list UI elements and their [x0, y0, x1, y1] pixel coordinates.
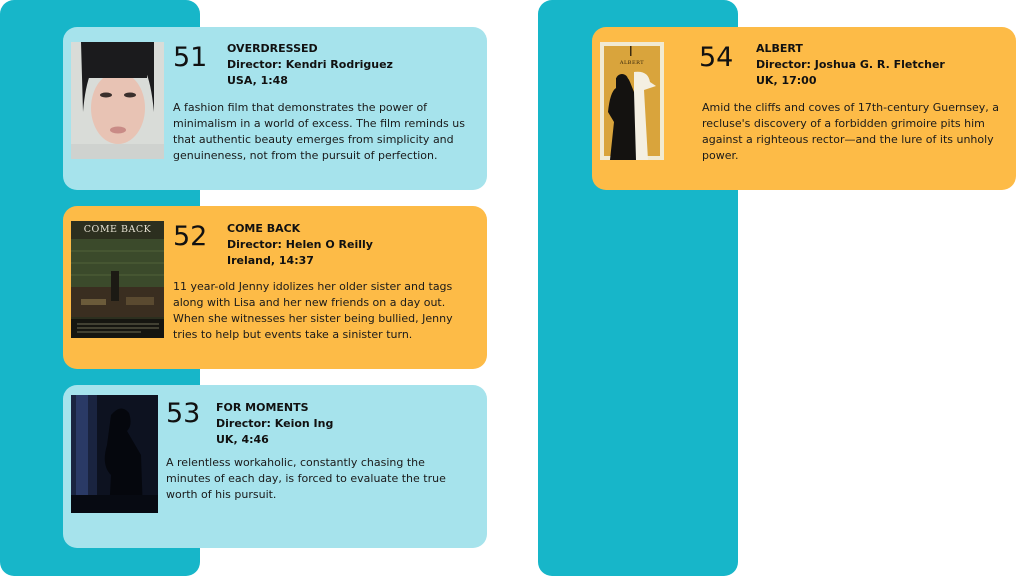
film-poster-come-back [71, 221, 164, 338]
film-country-runtime: UK, 17:00 [756, 74, 817, 87]
film-meta [227, 41, 393, 89]
film-meta [227, 221, 373, 269]
film-country-runtime: Ireland, 14:37 [227, 254, 314, 267]
film-poster-for-moments [71, 395, 158, 513]
film-title: ALBERT [756, 42, 803, 55]
film-poster-overdressed [71, 42, 164, 159]
film-card-51[interactable] [63, 27, 487, 190]
film-meta [756, 41, 945, 89]
film-description: A relentless workaholic, constantly chasing the minutes of each day, is forced to evaluate the true worth of his pursuit. [166, 456, 446, 501]
poster-title-text: COME BACK [83, 224, 152, 235]
film-card-52[interactable] [63, 206, 487, 369]
film-number: 51 [173, 42, 208, 73]
poster-title-text: ALBERT [619, 60, 645, 66]
film-director: Director: Keion Ing [216, 417, 334, 430]
film-description: Amid the cliffs and coves of 17th-century Guernsey, a recluse's discovery of a forbidden grimoire pits him against a righteous rector—and the lure of its unholy power. [702, 101, 1000, 162]
film-director: Director: Kendri Rodriguez [227, 58, 393, 71]
film-number: 52 [173, 221, 208, 252]
film-title: OVERDRESSED [227, 42, 318, 55]
film-director: Director: Joshua G. R. Fletcher [756, 58, 945, 71]
film-number: 53 [166, 398, 201, 429]
film-title: COME BACK [227, 222, 301, 235]
film-description: 11 year-old Jenny idolizes her older sister and tags along with Lisa and her new friends on a day out. When she witnesses her sister being bullied, Jenny tries to help but events take a sinister turn. [173, 280, 453, 341]
film-title: FOR MOMENTS [216, 401, 309, 414]
film-card-53[interactable] [63, 385, 487, 548]
film-description: A fashion film that demonstrates the power of minimalism in a world of excess. The film reminds us that authentic beauty emerges from simplicity and genuineness, not from the pursuit of perfection. [173, 101, 465, 162]
film-director: Director: Helen O Reilly [227, 238, 373, 251]
film-card-54[interactable] [592, 27, 1016, 190]
film-country-runtime: UK, 4:46 [216, 433, 269, 446]
film-meta [216, 400, 333, 448]
film-country-runtime: USA, 1:48 [227, 74, 288, 87]
film-number: 54 [699, 42, 734, 73]
film-poster-albert [600, 42, 664, 160]
